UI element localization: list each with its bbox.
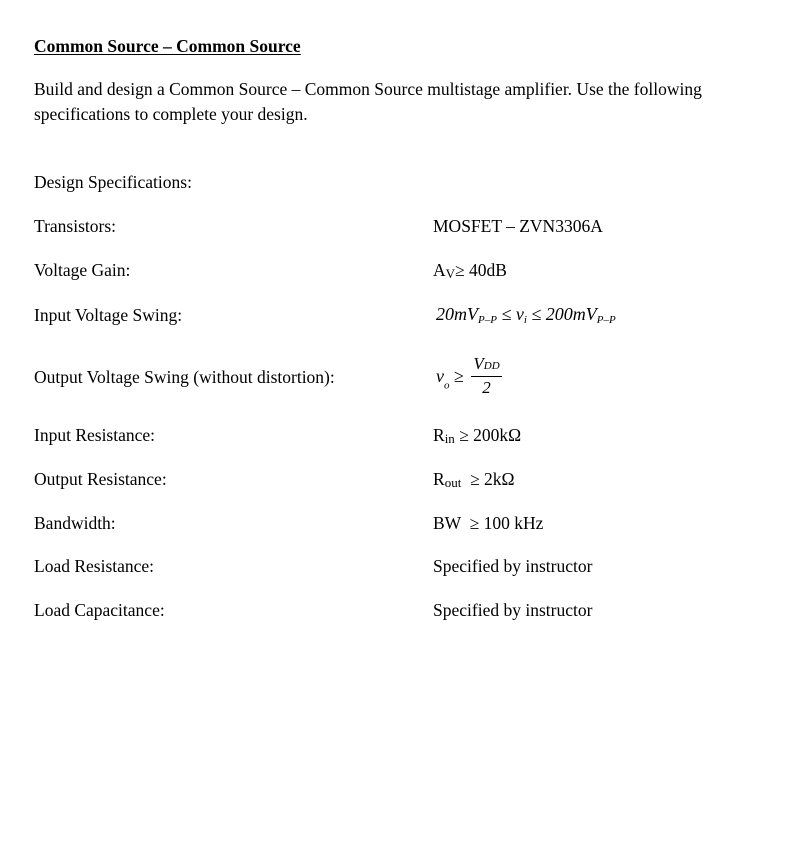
input-swing-min: 20mV xyxy=(436,304,478,324)
fraction-denominator: 2 xyxy=(482,378,491,397)
voltage-gain-subscript: V xyxy=(445,266,456,281)
load-resistance-value: Specified by instructor xyxy=(433,556,593,576)
input-swing-value xyxy=(436,304,616,326)
intro-paragraph: Build and design a Common Source – Common Source multistage amplifier. Use the following specifications to complete your design. xyxy=(34,79,702,124)
input-resistance-value xyxy=(433,425,521,447)
output-resistance-label: Output Resistance: xyxy=(34,469,167,489)
input-swing-max-subscript: P–P xyxy=(596,314,616,326)
spec-heading: Design Specifications: xyxy=(34,172,192,192)
voltage-gain-condition: ≥ 40dB xyxy=(455,260,507,280)
output-swing-label: Output Voltage Swing (without distortion): xyxy=(34,367,335,387)
fraction-numerator-subscript: DD xyxy=(483,360,500,372)
input-resistance-symbol: R xyxy=(433,425,445,445)
bandwidth-value: BW ≥ 100 kHz xyxy=(433,513,544,533)
input-swing-max: ≤ 200mV xyxy=(526,304,597,324)
transistors-value: MOSFET – ZVN3306A xyxy=(433,216,603,236)
input-resistance-subscript: in xyxy=(444,431,455,446)
load-capacitance-label: Load Capacitance: xyxy=(34,600,165,620)
voltage-gain-symbol: A xyxy=(433,260,446,280)
input-swing-min-subscript: P–P xyxy=(478,314,497,326)
voltage-gain-label: Voltage Gain: xyxy=(34,260,131,280)
output-swing-operator: ≥ xyxy=(449,366,464,386)
output-resistance-subscript: out xyxy=(444,475,462,490)
input-swing-variable-subscript: i xyxy=(523,314,527,326)
fraction-numerator-symbol: V xyxy=(473,354,484,373)
input-swing-label: Input Voltage Swing: xyxy=(34,305,183,325)
transistors-label: Transistors: xyxy=(34,216,117,236)
fraction-numerator xyxy=(471,355,501,377)
output-resistance-condition: ≥ 2kΩ xyxy=(461,469,515,489)
load-capacitance-value: Specified by instructor xyxy=(433,600,593,620)
input-swing-variable: ≤ v xyxy=(496,304,524,324)
bandwidth-label: Bandwidth: xyxy=(34,513,116,533)
load-resistance-label: Load Resistance: xyxy=(34,556,155,576)
document-title: Common Source – Common Source xyxy=(34,36,301,56)
output-resistance-symbol: R xyxy=(433,469,445,489)
output-swing-value xyxy=(436,355,502,398)
output-swing-variable-subscript: o xyxy=(444,379,450,392)
input-resistance-label: Input Resistance: xyxy=(34,425,156,445)
input-resistance-condition: ≥ 200kΩ xyxy=(454,425,522,445)
output-swing-variable: v xyxy=(436,366,444,386)
voltage-gain-value xyxy=(433,260,507,282)
output-resistance-value xyxy=(433,469,515,491)
vdd-fraction xyxy=(471,355,501,398)
